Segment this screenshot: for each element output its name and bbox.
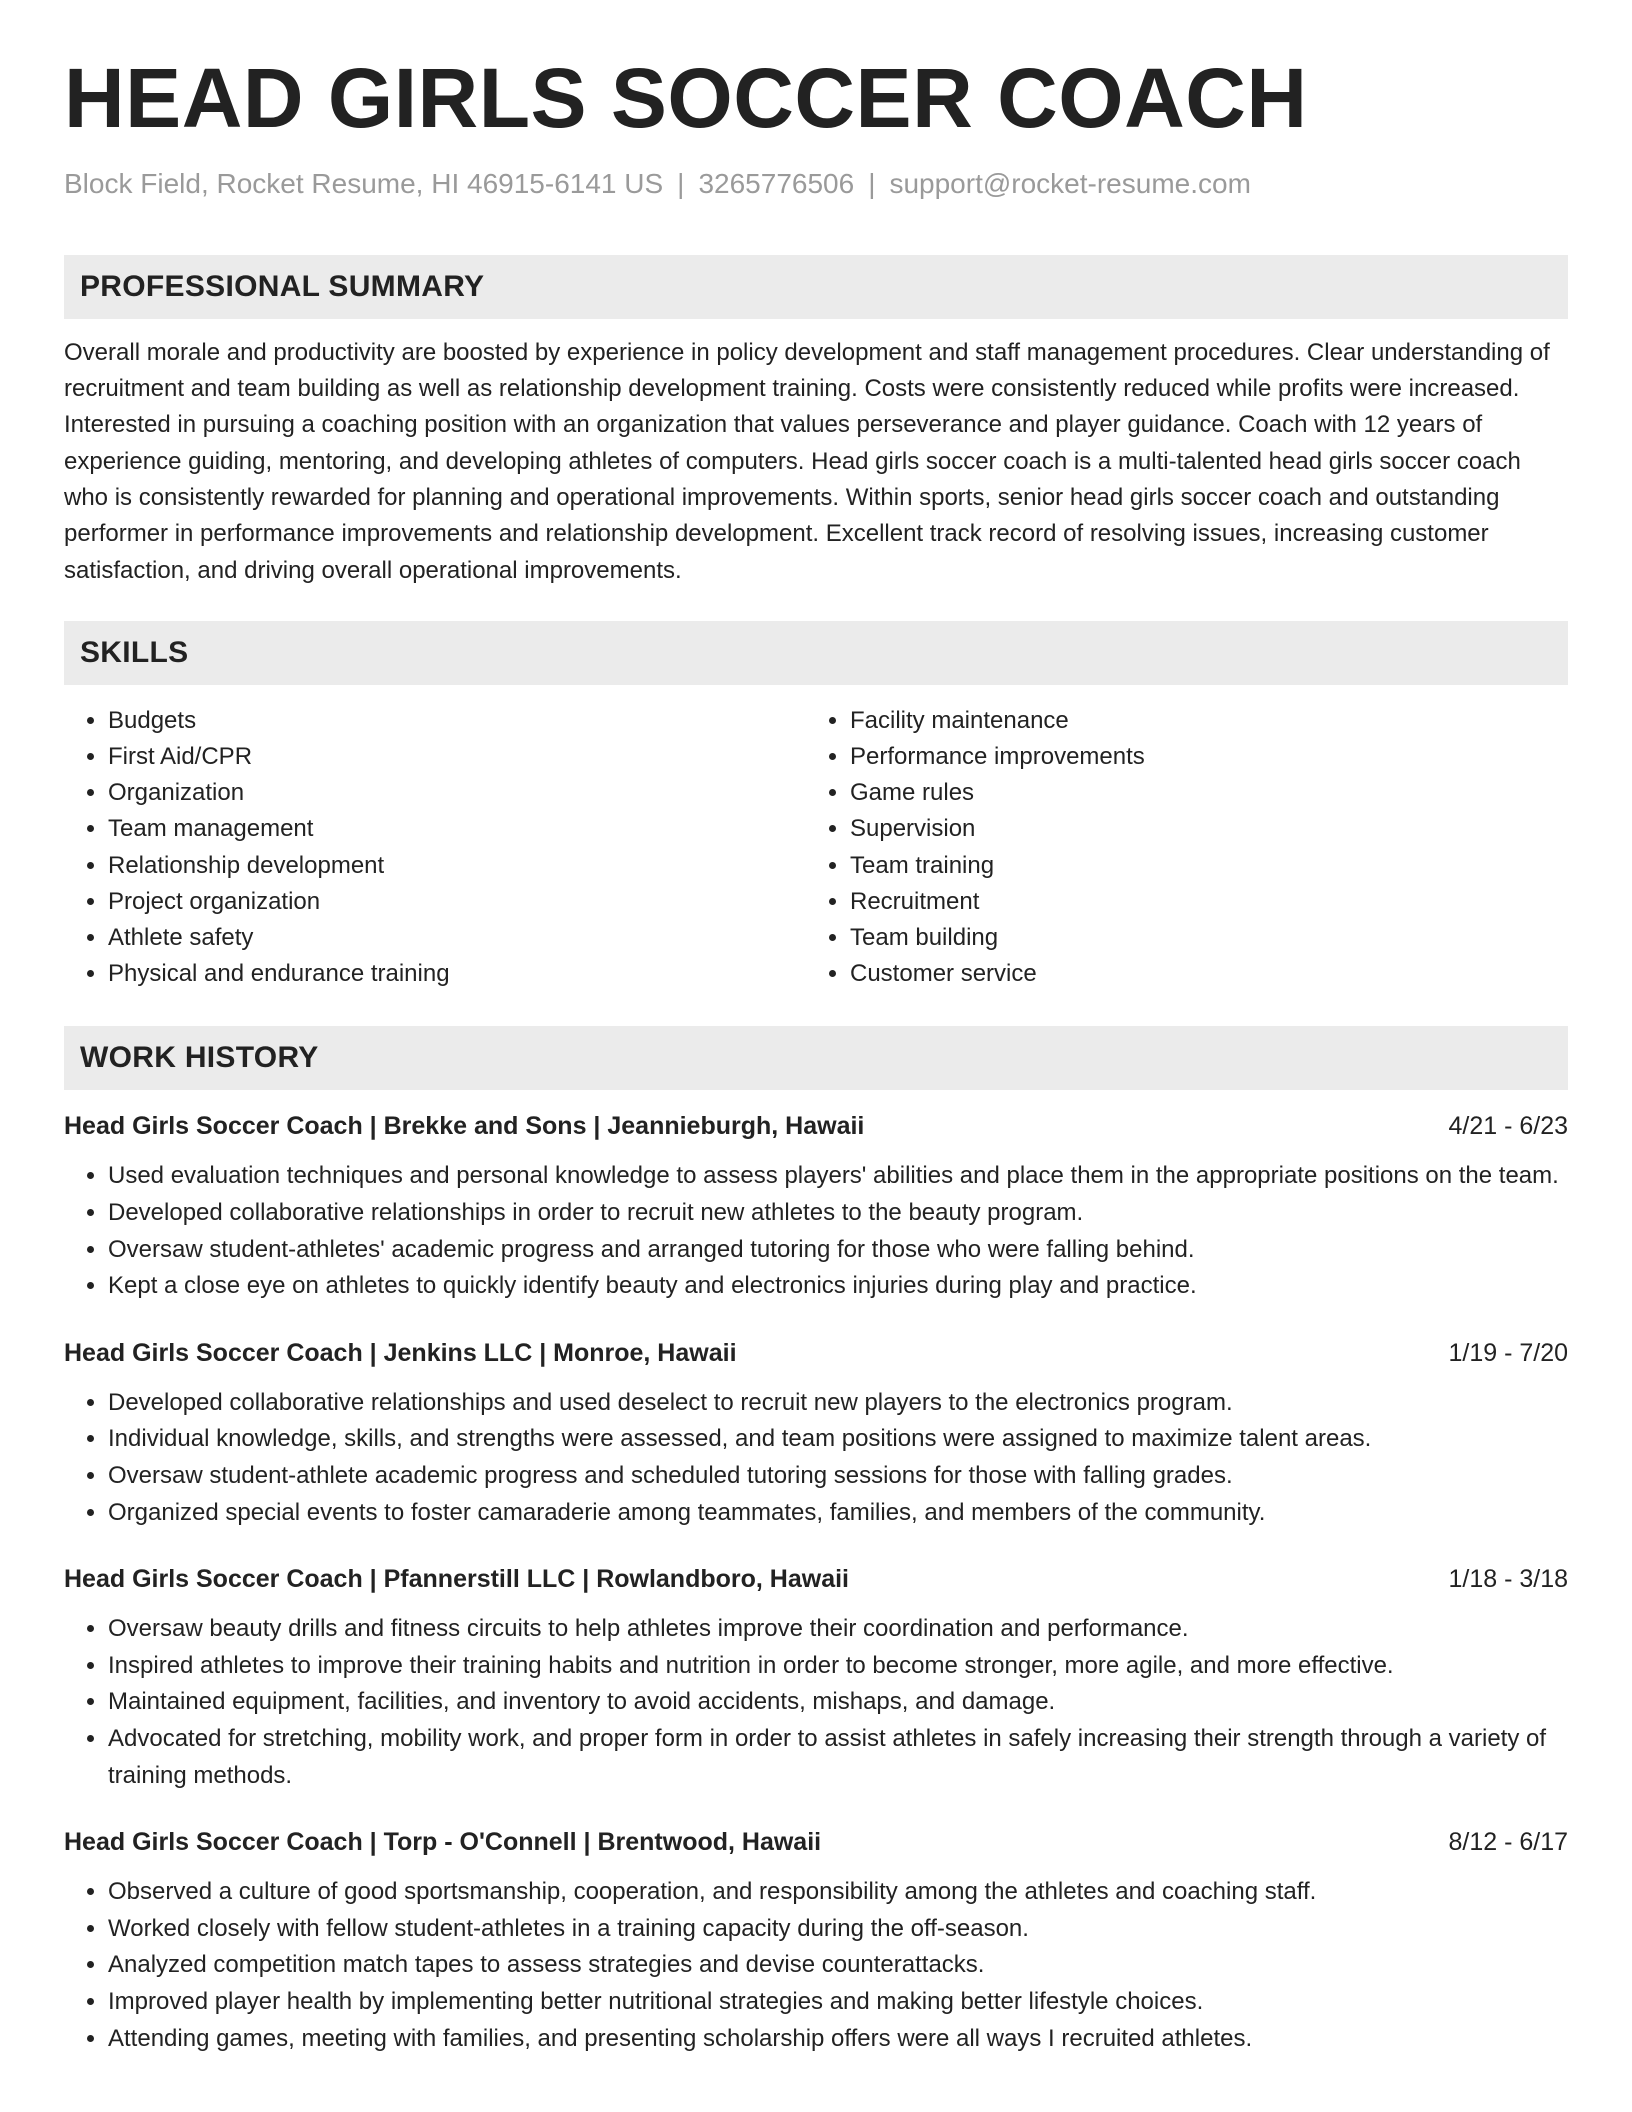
job-bullet: • Individual knowledge, skills, and strengths were assessed, and team positions were assigned to maximize talent areas. xyxy=(108,1421,1568,1458)
job-bullet: • Developed collaborative relationships and used deselect to recruit new players to the electronics program. xyxy=(108,1385,1568,1422)
work-history-list xyxy=(64,1108,1568,2057)
job-header xyxy=(64,1108,1568,1144)
job-header xyxy=(64,1824,1568,1860)
job-bullet-list xyxy=(64,1611,1568,1794)
skill-item: • Customer service xyxy=(850,956,1548,992)
job-bullet-list xyxy=(64,1385,1568,1531)
job-bullet: • Analyzed competition match tapes to assess strategies and devise counterattacks. xyxy=(108,1947,1568,1984)
skills-list xyxy=(64,703,1568,993)
job-bullet: • Kept a close eye on athletes to quickly identify beauty and electronics injuries during play and practice. xyxy=(108,1268,1568,1305)
skill-item: • First Aid/CPR xyxy=(108,739,806,775)
job-entry xyxy=(64,1108,1568,1304)
job-bullet: • Attending games, meeting with families, and presenting scholarship offers were all ways I recruited athletes. xyxy=(108,2021,1568,2058)
skill-item: • Athlete safety xyxy=(108,920,806,956)
contact-address: Block Field, Rocket Resume, HI 46915-6141 US xyxy=(64,168,664,200)
job-header xyxy=(64,1561,1568,1597)
contact-email: support@rocket-resume.com xyxy=(889,168,1251,200)
job-entry xyxy=(64,1335,1568,1531)
skill-item: • Game rules xyxy=(850,775,1548,811)
skills-column-left xyxy=(64,703,806,993)
job-bullet: • Maintained equipment, facilities, and inventory to avoid accidents, mishaps, and damage. xyxy=(108,1684,1568,1721)
skill-item: • Team training xyxy=(850,848,1548,884)
job-bullet: • Used evaluation techniques and personal knowledge to assess players' abilities and place them in the appropriate positions on the team. xyxy=(108,1158,1568,1195)
summary-section-header: PROFESSIONAL SUMMARY xyxy=(64,255,1568,319)
contact-separator: | xyxy=(677,168,685,200)
job-bullet: • Developed collaborative relationships in order to recruit new athletes to the beauty program. xyxy=(108,1195,1568,1232)
contact-separator: | xyxy=(868,168,876,200)
skill-item: • Organization xyxy=(108,775,806,811)
job-bullet: • Observed a culture of good sportsmanship, cooperation, and responsibility among the athletes and coaching staff. xyxy=(108,1874,1568,1911)
job-bullet-list xyxy=(64,1158,1568,1304)
job-bullet-list xyxy=(64,1874,1568,2057)
skill-item: • Recruitment xyxy=(850,884,1548,920)
skill-item: • Budgets xyxy=(108,703,806,739)
job-bullet: • Advocated for stretching, mobility work, and proper form in order to assist athletes in safely increasing their strength through a variety of training methods. xyxy=(108,1721,1568,1794)
skill-item: • Physical and endurance training xyxy=(108,956,806,992)
skill-item: • Team management xyxy=(108,811,806,847)
job-bullet: • Oversaw student-athlete academic progress and scheduled tutoring sessions for those with falling grades. xyxy=(108,1458,1568,1495)
job-title: Head Girls Soccer Coach | Torp - O'Connell | Brentwood, Hawaii xyxy=(64,1828,822,1857)
skills-column-right xyxy=(806,703,1548,993)
job-bullet: • Inspired athletes to improve their training habits and nutrition in order to become stronger, more agile, and more effective. xyxy=(108,1648,1568,1685)
skill-item: • Facility maintenance xyxy=(850,703,1548,739)
job-dates: 1/18 - 3/18 xyxy=(1448,1565,1568,1594)
contact-phone: 3265776506 xyxy=(698,168,855,200)
skill-item: • Relationship development xyxy=(108,848,806,884)
job-dates: 4/21 - 6/23 xyxy=(1448,1112,1568,1141)
skills-section-header: SKILLS xyxy=(64,621,1568,685)
contact-line xyxy=(64,166,1568,202)
candidate-name: HEAD GIRLS SOCCER COACH xyxy=(64,51,1308,145)
job-bullet: • Worked closely with fellow student-athletes in a training capacity during the off-season. xyxy=(108,1911,1568,1948)
job-bullet: • Oversaw student-athletes' academic progress and arranged tutoring for those who were falling behind. xyxy=(108,1232,1568,1269)
job-entry xyxy=(64,1561,1568,1794)
skill-item: • Supervision xyxy=(850,811,1548,847)
job-title: Head Girls Soccer Coach | Brekke and Sons | Jeannieburgh, Hawaii xyxy=(64,1112,865,1141)
skill-item: • Team building xyxy=(850,920,1548,956)
work-history-section-header: WORK HISTORY xyxy=(64,1026,1568,1090)
job-bullet: • Improved player health by implementing better nutritional strategies and making better lifestyle choices. xyxy=(108,1984,1568,2021)
job-bullet: • Oversaw beauty drills and fitness circuits to help athletes improve their coordination and performance. xyxy=(108,1611,1568,1648)
skill-item: • Project organization xyxy=(108,884,806,920)
job-dates: 8/12 - 6/17 xyxy=(1448,1828,1568,1857)
job-title: Head Girls Soccer Coach | Jenkins LLC | Monroe, Hawaii xyxy=(64,1338,737,1367)
skill-item: • Performance improvements xyxy=(850,739,1548,775)
job-header xyxy=(64,1335,1568,1371)
job-entry xyxy=(64,1824,1568,2057)
job-dates: 1/19 - 7/20 xyxy=(1448,1338,1568,1367)
job-bullet: • Organized special events to foster camaraderie among teammates, families, and members of the community. xyxy=(108,1495,1568,1532)
job-title: Head Girls Soccer Coach | Pfannerstill LLC | Rowlandboro, Hawaii xyxy=(64,1565,849,1594)
summary-text: Overall morale and productivity are boosted by experience in policy development and staff management procedures. Clear understanding of recruitment and team building as well as relationship development training. Costs were consistently reduced while profits were increased. Interested in pursuing a coaching position with an organization that values perseverance and player guidance. Coach with 12 years of experience guiding, mentoring, and developing athletes of computers. Head girls soccer coach is a multi-talented head girls soccer coach who is consistently rewarded for planning and operational improvements. Within sports, senior head girls soccer coach and outstanding performer in performance improvements and relationship development. Excellent track record of resolving issues, increasing customer satisfaction, and driving overall operational improvements. xyxy=(64,338,1550,584)
